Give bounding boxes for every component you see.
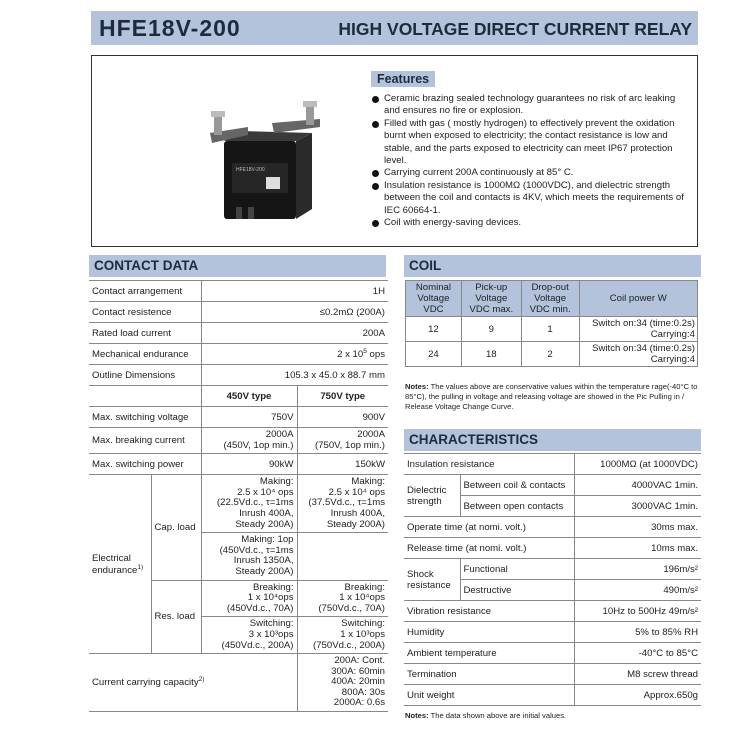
- coil-col-header: Nominal Voltage VDC: [406, 281, 462, 317]
- relay-label-text: HFE18V-200: [236, 167, 265, 173]
- table-row: 24 18 2 Switch on:34 (time:0.2s) Carrying:4: [406, 342, 698, 367]
- mech-exponent: 5: [363, 347, 367, 355]
- res-load-450-switching: Switching: 3 x 10³ops (450Vd.c., 200A): [201, 617, 297, 654]
- max-power-450: 90kW: [201, 454, 297, 475]
- characteristics-heading: CHARACTERISTICS: [404, 429, 701, 451]
- contact-data-table: [89, 280, 388, 712]
- mech-unit: ops: [366, 349, 385, 361]
- cap-load-450-1op: Making: 1op (450Vd.c., τ=1ms Inrush 1350A, Steady 200A): [201, 533, 297, 580]
- product-title: HIGH VOLTAGE DIRECT CURRENT RELAY: [338, 19, 692, 39]
- features-list: [370, 93, 692, 229]
- max-voltage-450: 750V: [201, 407, 297, 428]
- contact-arrangement-value: 1H: [201, 281, 388, 302]
- characteristics-table: Insulation resistance 1000MΩ (at 1000VDC) Dielectric strength Between coil & contacts 4000VAC 1min. Between open contacts 3000VAC 1min. Operate time (at nomi. volt.) 30ms max. Release time (at nomi. volt.) 10ms max. Shock resistance Functional 196m/s² Destructive 490m/s² Vibration resistance 10Hz to 500Hz 49m/s² Humidity 5% to 85% RH Ambient temperature -40°C to 85°C Termination M8 screw thread Unit weight Approx.650g: [404, 453, 701, 706]
- row-label: Contact resistence: [89, 302, 201, 323]
- feature-item: Coil with energy-saving devices.: [370, 217, 692, 229]
- cap-load-450: Making: 2.5 x 10⁴ ops (22.5Vd.c., τ=1ms Inrush 400A, Steady 200A): [201, 475, 297, 533]
- row-label: Mechanical endurance: [89, 344, 201, 365]
- coil-col-header: Pick-up Voltage VDC max.: [461, 281, 521, 317]
- max-current-450: 2000A (450V, 1op min.): [201, 428, 297, 454]
- row-label: Rated load current: [89, 323, 201, 344]
- coil-table: [405, 280, 698, 367]
- model-number: HFE18V-200: [99, 15, 241, 41]
- coil-col-header: Coil power W: [579, 281, 697, 317]
- current-carrying-label: Current carrying capacity$^{2)}$: [89, 654, 297, 712]
- contact-resistance-value: ≤0.2mΩ (200A): [201, 302, 388, 323]
- table-row: 12 9 1 Switch on:34 (time:0.2s) Carrying:4: [406, 317, 698, 342]
- features-heading: Features: [371, 71, 435, 87]
- characteristics-note: Notes: The data shown above are initial values.: [405, 711, 567, 720]
- cap-load-750: Making: 2.5 x 10⁴ ops (37.5Vd.c., τ=1ms Inrush 400A, Steady 200A): [297, 475, 388, 533]
- max-current-750: 2000A (750V, 1op min.): [297, 428, 388, 454]
- max-power-750: 150kW: [297, 454, 388, 475]
- coil-note: Notes: The values above are conservative values within the temperature rage(-40°C to 85°C), the pulling in voltage and releasing voltage are showed in the Pic Pulling in / Release Voltage Change Curve.: [405, 382, 698, 411]
- row-label: Max. switching voltage: [89, 407, 201, 428]
- feature-item: Insulation resistance is 1000MΩ (1000VDC), and dielectric strength between the coil and contacts is 4KV, which meets the requirements of IEC 60664-1.: [370, 180, 692, 217]
- features-panel: [91, 55, 698, 247]
- coil-heading: COIL: [404, 255, 701, 277]
- coil-col-header: Drop-out Voltage VDC min.: [521, 281, 579, 317]
- row-label: Max. switching power: [89, 454, 201, 475]
- max-voltage-750: 900V: [297, 407, 388, 428]
- contact-data-heading: CONTACT DATA: [89, 255, 386, 277]
- relay-image: [202, 93, 332, 223]
- row-label: Max. breaking current: [89, 428, 201, 454]
- cap-load-label: Cap. load: [151, 475, 201, 580]
- res-load-label: Res. load: [151, 580, 201, 654]
- row-label: Outline Dimensions: [89, 365, 201, 386]
- row-label: Contact arrangement: [89, 281, 201, 302]
- header-banner: [91, 11, 698, 45]
- feature-item: Ceramic brazing sealed technology guarantees no risk of arc leaking and ensures no fire or explosion.: [370, 93, 692, 118]
- current-carrying-value: 200A: Cont. 300A: 60min 400A: 20min 800A: 30s 2000A: 0.6s: [297, 654, 388, 712]
- type-450-heading: 450V type: [201, 386, 297, 407]
- res-load-450-breaking: Breaking: 1 x 10⁴ops (450Vd.c., 70A): [201, 580, 297, 617]
- feature-item: Carrying current 200A continuously at 85° C.: [370, 167, 692, 179]
- res-load-750-switching: Switching: 1 x 10³ops (750Vd.c., 200A): [297, 617, 388, 654]
- mechanical-endurance-value: [201, 344, 388, 365]
- rated-load-value: 200A: [201, 323, 388, 344]
- mech-base: 2 x 10: [337, 349, 364, 361]
- outline-dimensions-value: 105.3 x 45.0 x 88.7 mm: [201, 365, 388, 386]
- res-load-750-breaking: Breaking: 1 x 10⁴ops (750Vd.c., 70A): [297, 580, 388, 617]
- feature-item: Filled with gas ( mostly hydrogen) to effectively prevent the oxidation burnt when exposed to electricity; the contact resistance is low and stable, and the parts exposed to electricity can meet IP67 protection level.: [370, 118, 692, 168]
- electrical-endurance-label: Electrical endurance$^{1)}$: [89, 475, 151, 654]
- type-750-heading: 750V type: [297, 386, 388, 407]
